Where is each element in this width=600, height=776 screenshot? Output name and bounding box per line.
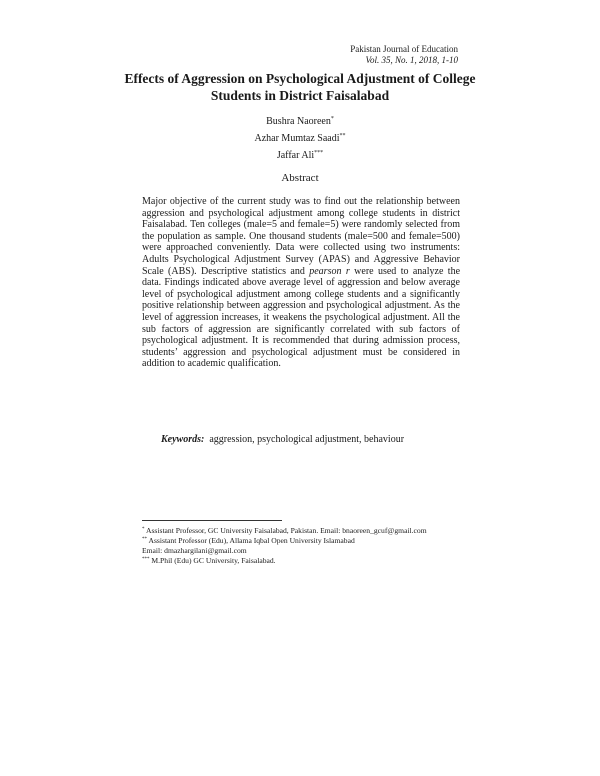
journal-volume: Vol. 35, No. 1, 2018, 1-10 xyxy=(365,55,458,65)
footnote-mark: *** xyxy=(142,557,150,562)
author-name: Bushra Naoreen xyxy=(266,116,331,127)
footnote-divider xyxy=(142,520,282,521)
author-mark: ** xyxy=(339,133,346,139)
footnote-text: Email: dmazhargilani@gmail.com xyxy=(142,546,247,555)
abstract-italic-term: pearson r xyxy=(309,265,350,277)
author-mark: * xyxy=(330,116,334,122)
footnote xyxy=(142,546,472,556)
keywords-label: Keywords: xyxy=(161,434,205,445)
footnote-text: Assistant Professor, GC University Faisalabad, Pakistan. Email: bnaoreen_gcuf@gmail.com xyxy=(145,526,427,535)
paper-title: Effects of Aggression on Psychological Adjustment of College Students in District Faisalabad xyxy=(124,71,476,103)
footnote-text: M.Phil (Edu) GC University, Faisalabad. xyxy=(151,556,276,565)
keywords-text: aggression, psychological adjustment, behaviour xyxy=(209,434,405,445)
author-mark: *** xyxy=(314,150,324,156)
author-name: Azhar Mumtaz Saadi xyxy=(254,133,340,144)
footnote-mark: ** xyxy=(142,537,147,542)
abstract-text-part2: were used to analyze the data. Findings indicated above average level of aggression and below average level of psychological adjustment among college students and a significantly positive relationship between aggression and psychological adjustment. As the level of aggression increases, it weakens the psychological adjustment. All the sub factors of aggression are significantly correlated with sub factors of psychological adjustment. It is recommended that during admission process, students’ aggression and psychological adjustment must be considered in addition to academic qualification. xyxy=(142,265,461,370)
journal-name: Pakistan Journal of Education xyxy=(350,44,458,54)
footnote-text: Assistant Professor (Edu), Allama Iqbal Open University Islamabad xyxy=(148,536,355,545)
journal-header xyxy=(350,44,458,66)
footnote-mark: * xyxy=(142,527,145,532)
footnote xyxy=(142,536,472,546)
footnotes xyxy=(142,526,472,566)
abstract-text-part1: Major objective of the current study was to find out the relationship between aggression and psychological adjustment among college students in district Faisalabad. Ten colleges (male=5 and female=5) were randomly selected from the population as sample. One thousand students (male=500 and female=500) were approached conveniently. Data were collected using two instruments: Adults Psychological Adjustment Survey (APAS) and Aggressive Behavior Scale (ABS). Descriptive statistics and xyxy=(142,196,460,277)
abstract-body xyxy=(142,196,460,370)
footnote xyxy=(142,526,472,536)
author xyxy=(200,130,400,147)
author xyxy=(200,147,400,164)
keywords-line xyxy=(161,434,404,445)
abstract-heading: Abstract xyxy=(281,172,319,184)
author xyxy=(200,113,400,130)
footnote xyxy=(142,556,472,566)
author-name: Jaffar Ali xyxy=(276,150,315,161)
author-list xyxy=(200,113,400,164)
